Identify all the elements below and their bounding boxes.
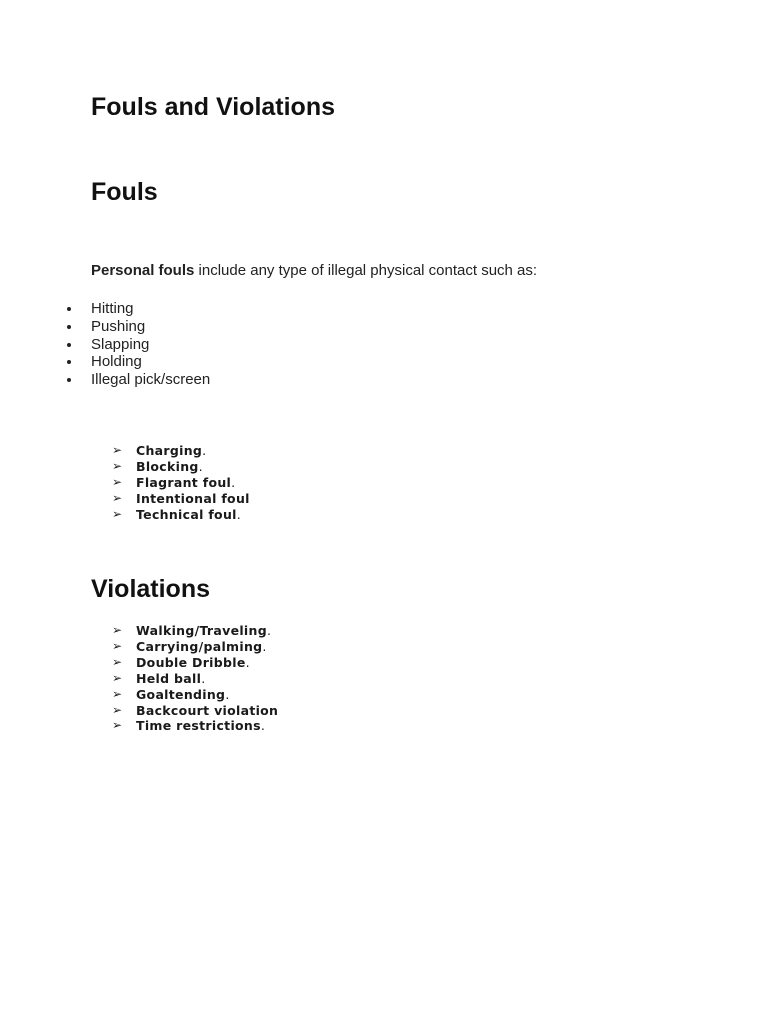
- list-item: Slapping: [91, 336, 210, 354]
- arrow-bullet-icon: ➢: [112, 623, 123, 637]
- list-item: ➢ Intentional foul: [112, 490, 250, 506]
- bullet-icon: [67, 325, 71, 329]
- fouls-heading: Fouls: [91, 178, 158, 206]
- arrow-bullet-icon: ➢: [112, 474, 123, 489]
- arrow-bullet-icon: ➢: [112, 443, 123, 457]
- bullet-icon: [67, 307, 71, 311]
- violation-types-list: [112, 623, 278, 734]
- arrow-bullet-icon: ➢: [112, 490, 123, 505]
- personal-fouls-intro: [91, 262, 537, 280]
- list-item: Pushing: [91, 318, 210, 336]
- list-item: ➢ Walking/Traveling.: [112, 623, 272, 638]
- violations-heading: Violations: [91, 575, 211, 603]
- arrow-bullet-icon: ➢: [112, 654, 123, 669]
- list-item: ➢ Held ball.: [112, 670, 206, 686]
- intro-text: include any type of illegal physical contact such as:: [194, 262, 538, 279]
- list-item: ➢ Double Dribble.: [112, 654, 250, 670]
- bullet-icon: [67, 360, 71, 364]
- intro-bold-term: Personal fouls: [91, 262, 195, 279]
- arrow-bullet-icon: ➢: [112, 458, 123, 473]
- list-item: Illegal pick/screen: [91, 371, 210, 389]
- list-item: ➢ Blocking.: [112, 458, 203, 474]
- arrow-bullet-icon: ➢: [112, 718, 123, 733]
- arrow-bullet-icon: ➢: [112, 670, 123, 685]
- list-item: Hitting: [91, 300, 210, 318]
- arrow-bullet-icon: ➢: [112, 506, 123, 521]
- list-item: ➢ Goaltending.: [112, 686, 230, 702]
- document-title: Fouls and Violations: [91, 93, 336, 121]
- arrow-bullet-icon: ➢: [112, 702, 123, 717]
- list-item: ➢ Charging.: [112, 443, 207, 458]
- list-item: ➢ Backcourt violation: [112, 702, 279, 718]
- foul-types-list: [112, 443, 250, 523]
- contact-list: [91, 300, 210, 389]
- arrow-bullet-icon: ➢: [112, 638, 123, 653]
- list-item: ➢ Time restrictions.: [112, 718, 266, 734]
- bullet-icon: [67, 343, 71, 347]
- bullet-icon: [67, 378, 71, 382]
- arrow-bullet-icon: ➢: [112, 686, 123, 701]
- list-item: ➢ Technical foul.: [112, 506, 242, 522]
- list-item: Holding: [91, 353, 210, 371]
- list-item: ➢ Flagrant foul.: [112, 474, 236, 490]
- list-item: ➢ Carrying/palming.: [112, 638, 267, 654]
